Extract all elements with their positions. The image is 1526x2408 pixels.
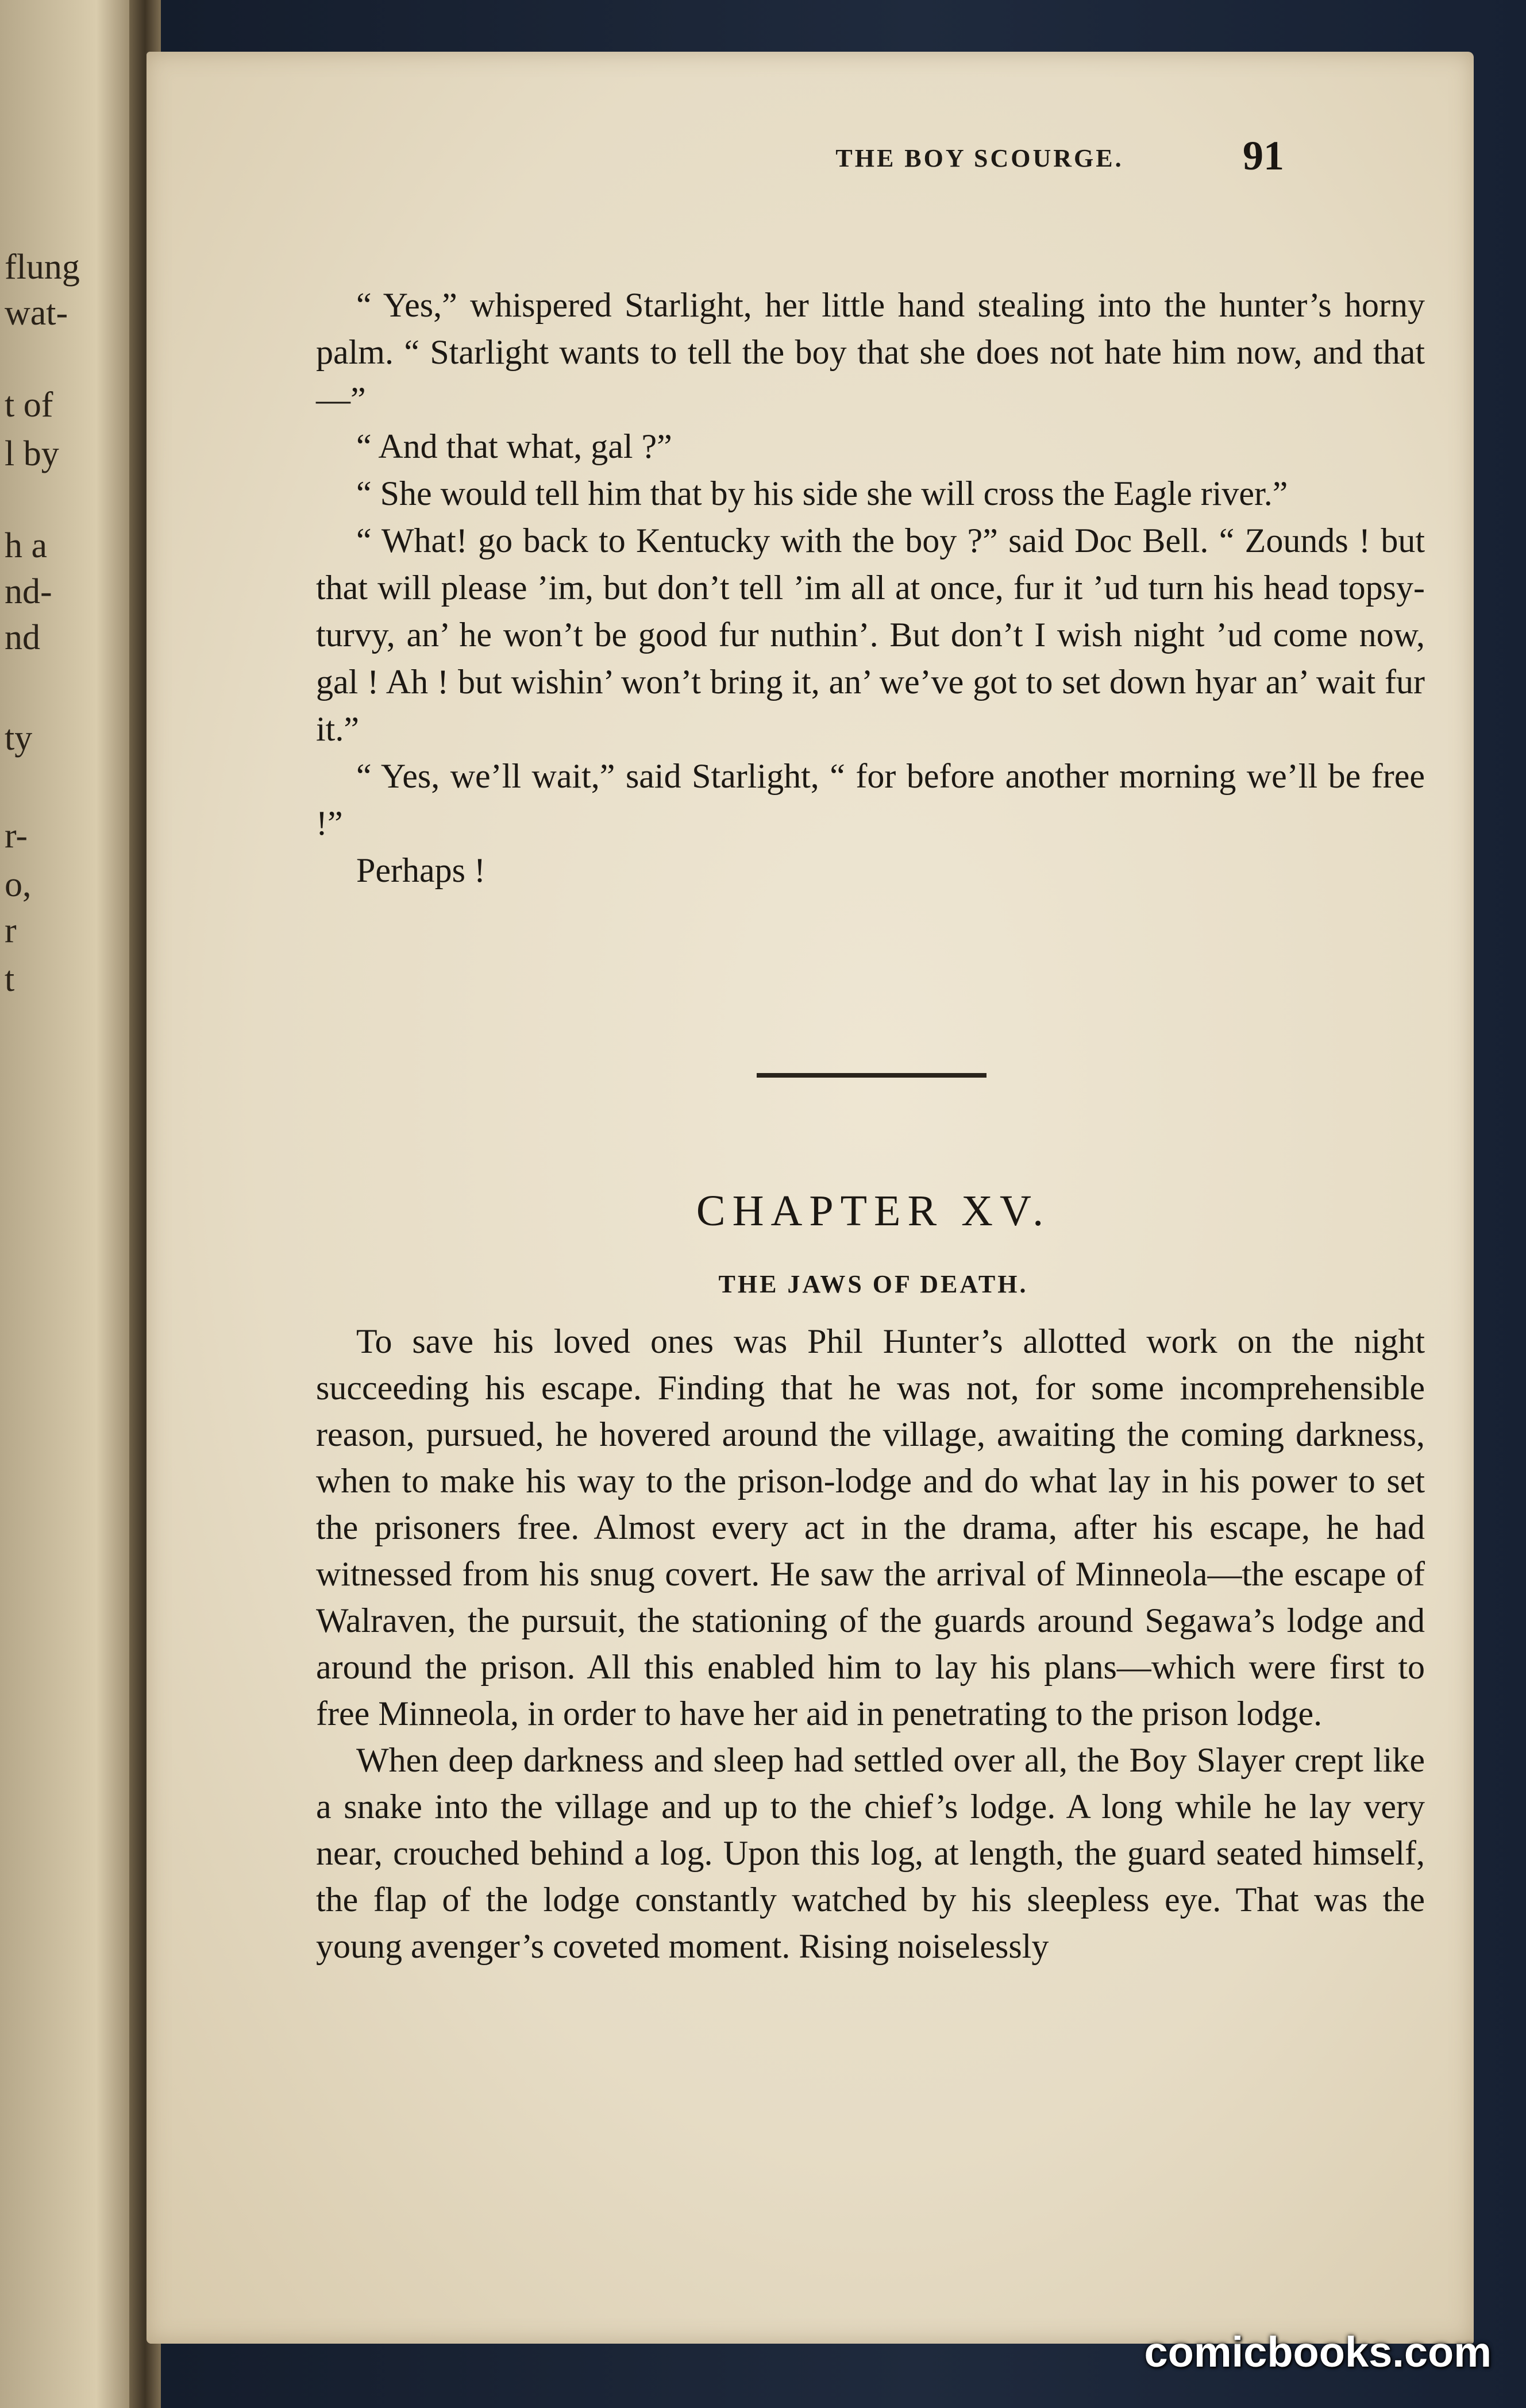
paragraph: Perhaps !: [356, 851, 485, 889]
paragraph: “ What! go back to Kentucky with the boy ?” said Doc Bell. “ Zounds ! but that will please ’im, but don’t tell ’im all at once, fur it ’ud turn his head topsy-turvy, an’ he won’t be good fur nuthin’. But don’t I wish night ’ud come now, gal ! Ah ! but wishin’ won’t bring it, an’ we’ve got to set down hyar an’ wait fur it.”: [316, 522, 1425, 748]
left-page-fragment: flung: [5, 248, 80, 287]
left-page-fragment: ty: [5, 719, 33, 758]
chapter-text: [316, 1318, 1425, 1970]
left-page-fragment: o,: [5, 865, 32, 904]
left-page-fragment: t of: [5, 385, 53, 425]
left-page-fragment: r: [5, 911, 17, 950]
watermark: comicbooks.com: [1144, 2328, 1492, 2376]
paragraph: “ She would tell him that by his side she will cross the Eagle river.”: [356, 474, 1288, 512]
paragraph: When deep darkness and sleep had settled over all, the Boy Slayer crept like a snake into the village and up to the chief’s lodge. A long while he lay very near, crouched behind a log. Upon this log, at length, the guard seated himself, the flap of the lodge constantly watched by his sleepless eye. That was the young avenger’s coveted moment. Rising noiselessly: [316, 1741, 1425, 1965]
chapter-title: CHAPTER XV.: [696, 1187, 1051, 1235]
paragraph: “ Yes,” whispered Starlight, her little hand stealing into the hunter’s horny palm. “ Starlight wants to tell the boy that she does not hate him now, and that—”: [316, 286, 1425, 418]
left-page-fragment: r-: [5, 816, 28, 855]
left-page-fragment: h a: [5, 526, 48, 565]
chapter-subtitle: THE JAWS OF DEATH.: [718, 1270, 1028, 1298]
running-head: THE BOY SCOURGE.: [835, 144, 1124, 172]
paragraph: “ And that what, gal ?”: [356, 427, 672, 465]
left-page-fragment: t: [5, 960, 15, 999]
paragraph: To save his loved ones was Phil Hunter’s allotted work on the night succeeding his escape. Finding that he was not, for some incomprehensible reason, pursued, he hovered around the village, awaiting the coming darkness, when to make his way to the prison-lodge and do what lay in his power to set the prisoners free. Almost every act in the drama, after his escape, he had witnessed from his snug covert. He saw the arrival of Minneola—the escape of Walraven, the pursuit, the stationing of the guards around Segawa’s lodge and around the prison. All this enabled him to lay his plans—which were first to free Minneola, in order to have her aid in penetrating to the prison lodge.: [316, 1322, 1425, 1732]
section-divider-rule: [757, 1073, 986, 1078]
left-page-fragment: nd: [5, 618, 40, 657]
book-page: [147, 52, 1474, 2344]
page-number: 91: [1243, 133, 1284, 179]
paragraph: “ Yes, we’ll wait,” said Starlight, “ for before another morning we’ll be free !”: [316, 757, 1425, 842]
left-page-fragment: l by: [5, 434, 59, 473]
left-page-edge: [0, 0, 138, 2408]
left-page-fragment: wat-: [5, 294, 68, 333]
section-one-text: [316, 281, 1425, 894]
left-page-fragment: nd-: [5, 572, 52, 611]
